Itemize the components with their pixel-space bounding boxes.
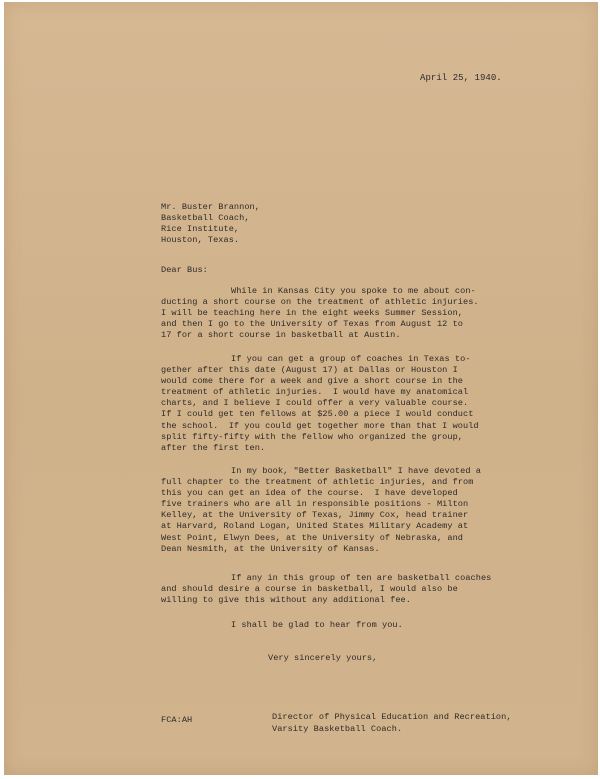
text-line: 17 for a short course in basketball at Austin.	[161, 330, 401, 341]
signature-title: Director of Physical Education and Recreation,	[272, 712, 512, 722]
letter-date: April 25, 1940.	[420, 73, 502, 83]
text-line: willing to give this without any additional fee.	[161, 595, 411, 606]
text-line: at Harvard, Roland Logan, United States Military Academy at	[161, 521, 469, 532]
text-line: five trainers who are all in responsible positions - Milton	[161, 499, 469, 510]
paragraph-2	[161, 354, 581, 454]
signature-title: Varsity Basketball Coach.	[272, 724, 403, 734]
text-line: If I could get ten fellows at $25.00 a piece I would conduct	[161, 409, 474, 420]
paragraph-5: I shall be glad to hear from you.	[231, 620, 403, 630]
paragraph-3	[161, 466, 581, 555]
text-line: split fifty-fifty with the fellow who organized the group,	[161, 431, 464, 442]
text-line: full chapter to the treatment of athletic injuries, and from	[161, 477, 474, 488]
recipient-line: Houston, Texas.	[161, 235, 240, 245]
paragraph-4	[161, 573, 581, 606]
paragraph-1	[161, 286, 581, 341]
text-line: If any in this group of ten are basketball coaches	[231, 573, 492, 583]
closing: Very sincerely yours,	[268, 653, 378, 663]
text-line: Kelley, at the University of Texas, Jimmy Cox, head trainer	[161, 510, 469, 521]
text-line: would come there for a week and give a short course in the	[161, 376, 464, 387]
recipient-line: Mr. Buster Brannon,	[161, 202, 260, 212]
text-line: ducting a short course on the treatment of athletic injuries.	[161, 297, 479, 308]
salutation: Dear Bus:	[161, 265, 208, 275]
text-line: gether after this date (August 17) at Dallas or Houston I	[161, 365, 458, 376]
reference-initials: FCA:AH	[161, 715, 193, 725]
text-line: after the first ten.	[161, 442, 266, 453]
text-line: If you can get a group of coaches in Texas to-	[231, 354, 471, 364]
text-line: the school. If you could get together more than that I would	[161, 420, 479, 431]
recipient-line: Rice Institute,	[161, 224, 240, 234]
text-line: treatment of athletic injuries. I would have my anatomical	[161, 387, 469, 398]
text-line: and then I go to the University of Texas from August 12 to	[161, 319, 464, 330]
text-line: and should desire a course in basketball, I would also be	[161, 584, 458, 595]
text-line: In my book, "Better Basketball" I have devoted a	[231, 466, 481, 476]
text-line: this you can get an idea of the course. I have developed	[161, 488, 458, 499]
letter-page	[4, 2, 598, 775]
text-line: West Point, Elwyn Dees, at the University of Nebraska, and	[161, 532, 464, 543]
text-line: I will be teaching here in the eight weeks Summer Session,	[161, 308, 464, 319]
text-line: While in Kansas City you spoke to me about con-	[231, 286, 476, 296]
recipient-line: Basketball Coach,	[161, 213, 250, 223]
text-line: Dean Nesmith, at the University of Kansas.	[161, 543, 380, 554]
text-line: charts, and I believe I could offer a very valuable course.	[161, 398, 469, 409]
